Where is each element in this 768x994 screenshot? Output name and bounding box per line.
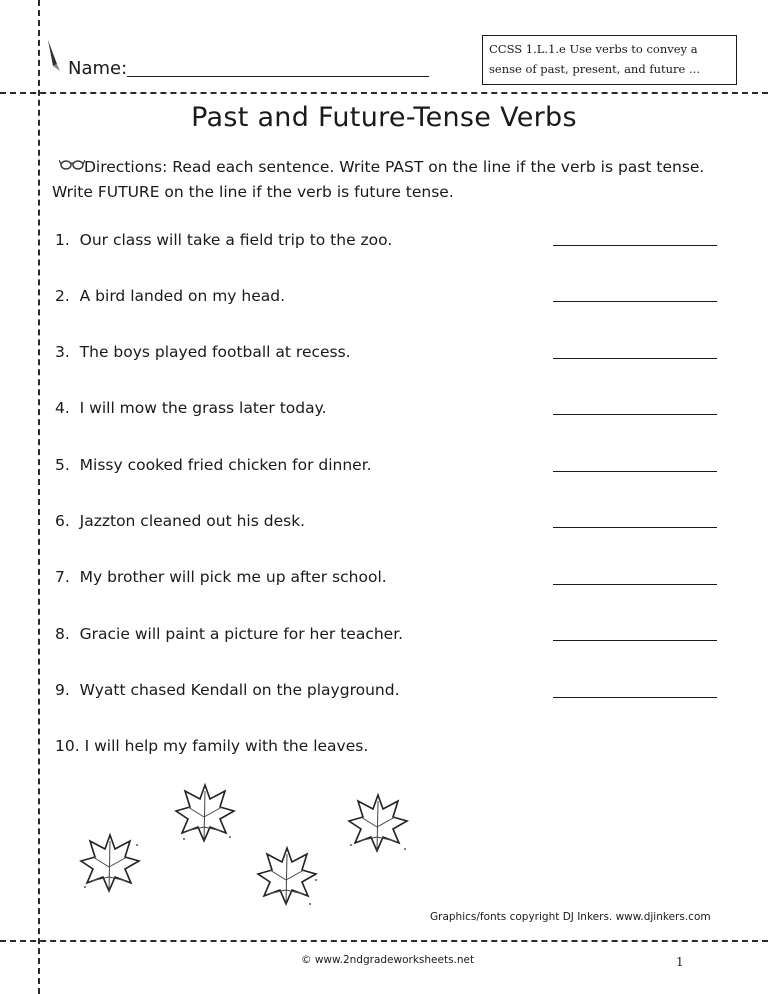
standard-box: CCSS 1.L.1.e Use verbs to convey a sense of past, present, and future ... bbox=[482, 35, 737, 85]
left-cut-line bbox=[38, 0, 40, 994]
bottom-cut-line bbox=[0, 940, 768, 942]
answer-line-9[interactable] bbox=[553, 697, 717, 698]
answer-line-4[interactable] bbox=[553, 414, 717, 415]
question-7: 7. My brother will pick me up after school. bbox=[55, 568, 387, 586]
directions-text: Directions: Read each sentence. Write PAST on the line if the verb is past tense. Write FUTURE on the line if the verb is future tense. bbox=[52, 158, 705, 201]
answer-line-6[interactable] bbox=[553, 527, 717, 528]
leaf-icon bbox=[343, 787, 413, 857]
answer-line-8[interactable] bbox=[553, 640, 717, 641]
website-footer: © www.2ndgradeworksheets.net bbox=[301, 954, 475, 966]
leaf-icon bbox=[75, 827, 145, 897]
question-6: 6. Jazzton cleaned out his desk. bbox=[55, 512, 306, 530]
answer-line-5[interactable] bbox=[553, 471, 717, 472]
question-4: 4. I will mow the grass later today. bbox=[55, 399, 327, 417]
question-9: 9. Wyatt chased Kendall on the playground. bbox=[55, 681, 400, 699]
answer-line-2[interactable] bbox=[553, 301, 717, 302]
page-title: Past and Future-Tense Verbs bbox=[191, 102, 577, 133]
leaf-icon bbox=[170, 777, 240, 847]
name-field[interactable] bbox=[127, 76, 429, 77]
leaf-icon bbox=[252, 840, 322, 910]
answer-line-1[interactable] bbox=[553, 245, 717, 246]
question-8: 8. Gracie will paint a picture for her teacher. bbox=[55, 625, 404, 643]
question-3: 3. The boys played football at recess. bbox=[55, 343, 351, 361]
page-number: 1 bbox=[676, 955, 684, 969]
copyright-credit: Graphics/fonts copyright DJ Inkers. www.djinkers.com bbox=[430, 911, 711, 923]
question-10: 10. I will help my family with the leaves. bbox=[55, 737, 369, 755]
top-cut-line bbox=[0, 92, 768, 94]
pencil-icon bbox=[44, 38, 66, 78]
name-label: Name: bbox=[68, 58, 128, 79]
question-1: 1. Our class will take a field trip to the zoo. bbox=[55, 231, 393, 249]
answer-line-7[interactable] bbox=[553, 584, 717, 585]
question-5: 5. Missy cooked fried chicken for dinner. bbox=[55, 456, 372, 474]
question-2: 2. A bird landed on my head. bbox=[55, 287, 286, 305]
answer-line-3[interactable] bbox=[553, 358, 717, 359]
